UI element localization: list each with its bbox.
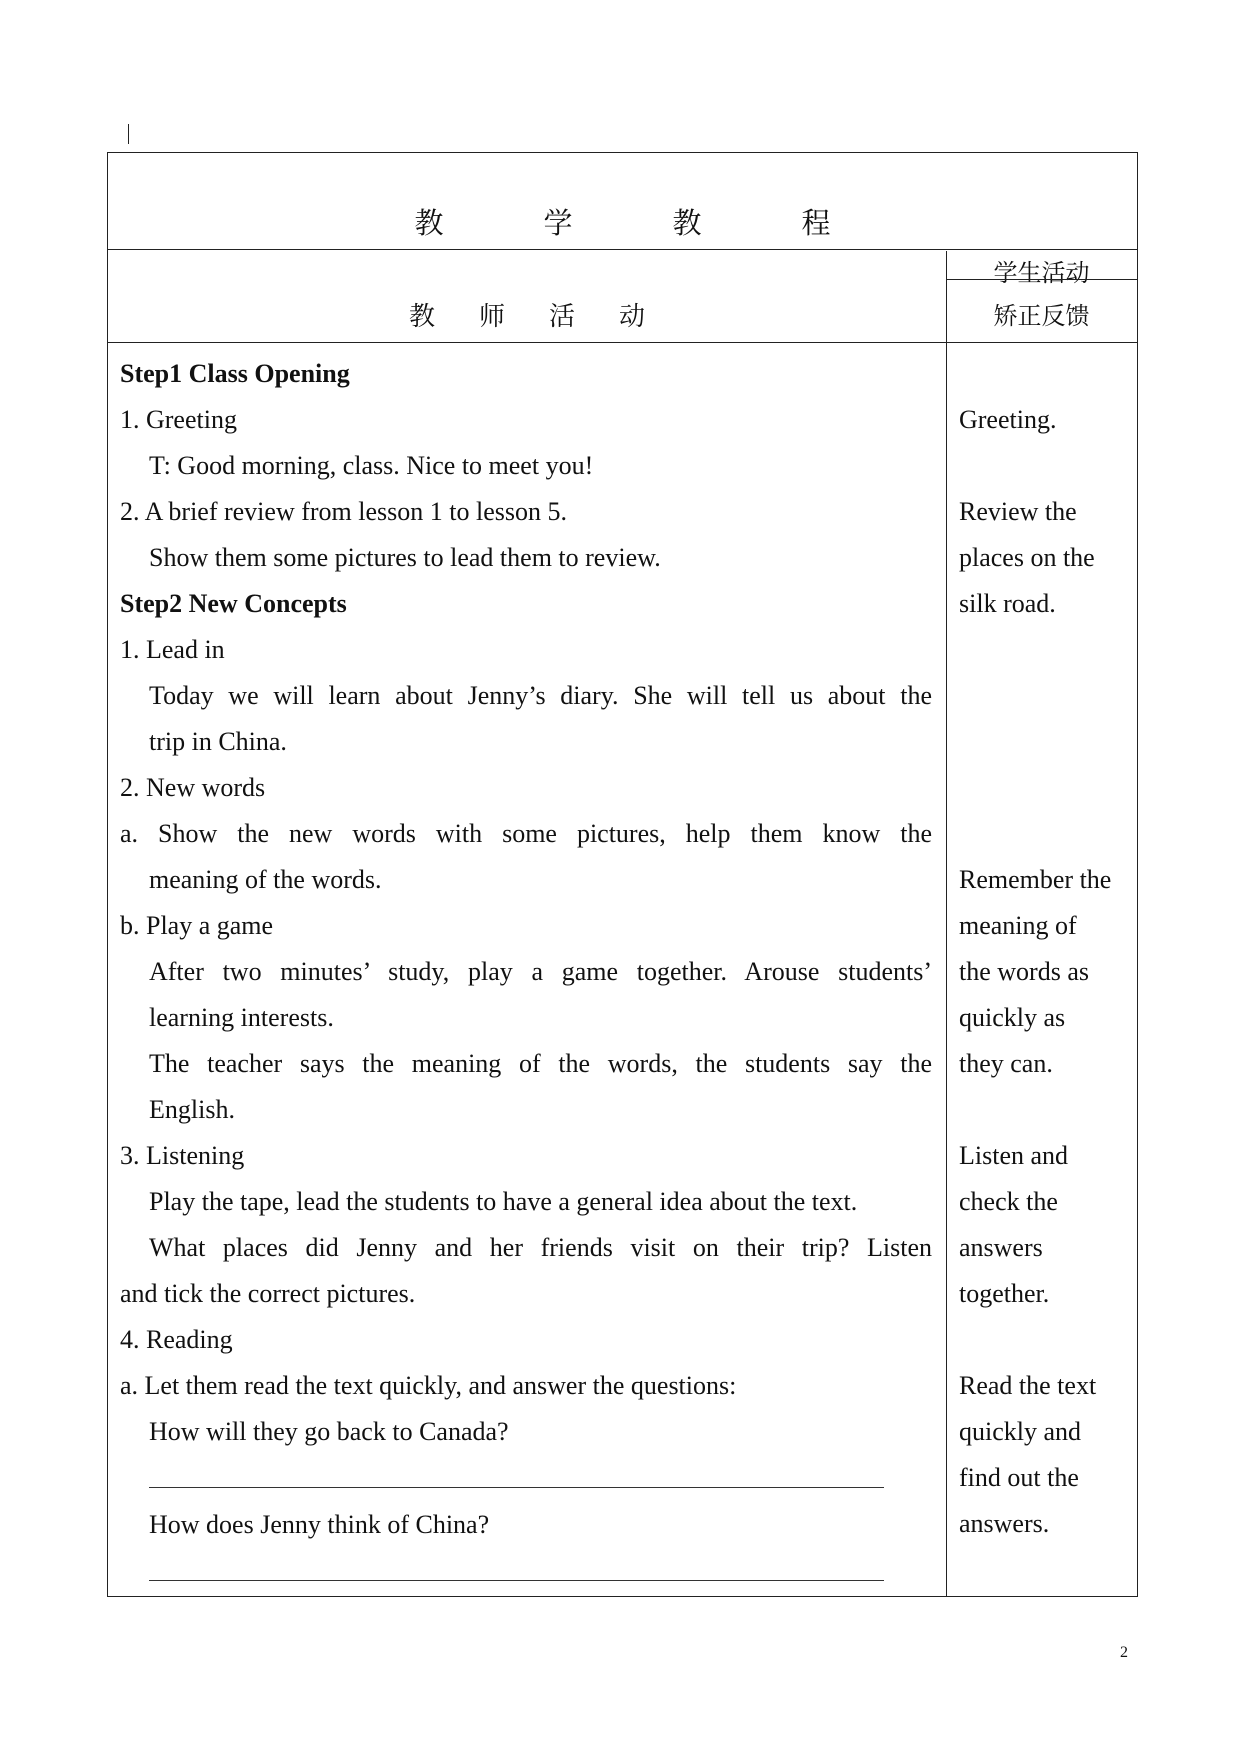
step-heading: Step1 Class Opening — [120, 359, 350, 388]
student-activity-line: quickly as — [959, 1003, 1066, 1032]
student-activity-column — [959, 351, 1139, 1547]
student-activity-line — [959, 673, 1139, 719]
student-activity-line: the words as — [959, 957, 1089, 986]
teacher-activity-header: 教师活动 — [408, 302, 689, 332]
column-divider — [946, 251, 947, 1596]
student-activity-line — [959, 351, 1139, 397]
teacher-activity-line: meaning of the words. — [149, 865, 382, 894]
student-activity-line: they can. — [959, 1049, 1053, 1078]
student-activity-line — [959, 443, 1139, 489]
student-activity-line: places on the — [959, 543, 1095, 572]
teacher-activity-line: What places did Jenny and her friends visit on their trip? Listen — [149, 1233, 932, 1262]
student-activity-line: check the — [959, 1187, 1058, 1216]
student-activity-line: Listen and — [959, 1141, 1069, 1170]
teacher-activity-line: 3. Listening — [120, 1141, 245, 1170]
student-activity-line: answers. — [959, 1509, 1050, 1538]
student-activity-line — [959, 1087, 1139, 1133]
student-activity-line: find out the — [959, 1463, 1079, 1492]
teacher-activity-line: 1. Greeting — [120, 405, 237, 434]
student-activity-line — [959, 627, 1139, 673]
student-header-divider — [946, 279, 1137, 280]
teacher-activity-line: 1. Lead in — [120, 635, 225, 664]
student-activity-line — [959, 1317, 1139, 1363]
student-activity-line: quickly and — [959, 1417, 1082, 1446]
teacher-activity-line: Today we will learn about Jenny’s diary. She will tell us about the — [149, 681, 932, 710]
student-activity-line: silk road. — [959, 589, 1056, 618]
student-activity-line: Greeting. — [959, 405, 1057, 434]
feedback-header: 矫正反馈 — [993, 302, 1090, 330]
student-activity-line: answers — [959, 1233, 1043, 1262]
student-activity-line — [959, 811, 1139, 857]
teacher-activity-line: and tick the correct pictures. — [120, 1279, 416, 1308]
student-activity-line: Read the text — [959, 1371, 1097, 1400]
teacher-activity-line: How will they go back to Canada? — [149, 1417, 509, 1446]
teacher-activity-line: trip in China. — [149, 727, 287, 756]
teacher-activity-line: 2. New words — [120, 773, 266, 802]
teacher-activity-column — [120, 351, 932, 1595]
text-cursor — [128, 124, 129, 144]
answer-blank-line — [149, 1487, 884, 1489]
teacher-activity-line: 2. A brief review from lesson 1 to lesson 5. — [120, 497, 567, 526]
document-title: 教学教程 — [414, 206, 931, 240]
teacher-activity-line: a. Let them read the text quickly, and answer the questions: — [120, 1371, 737, 1400]
teacher-activity-line: T: Good morning, class. Nice to meet you! — [149, 451, 594, 480]
teacher-activity-line: How does Jenny think of China? — [149, 1510, 490, 1539]
teacher-activity-line: learning interests. — [149, 1003, 334, 1032]
step-heading: Step2 New Concepts — [120, 589, 347, 618]
teacher-activity-line: 4. Reading — [120, 1325, 233, 1354]
header-divider — [108, 342, 1137, 343]
lesson-plan-table — [107, 152, 1138, 1597]
teacher-activity-line: a. Show the new words with some pictures, help them know the — [120, 819, 932, 848]
page-number: 2 — [1120, 1644, 1128, 1661]
title-divider — [108, 249, 1137, 250]
answer-blank-line — [149, 1580, 884, 1582]
teacher-activity-line: English. — [149, 1095, 235, 1124]
student-activity-line: Review the — [959, 497, 1077, 526]
teacher-activity-line: Play the tape, lead the students to have a general idea about the text. — [149, 1187, 858, 1216]
student-activity-line — [959, 765, 1139, 811]
teacher-activity-line: The teacher says the meaning of the words, the students say the — [149, 1049, 932, 1078]
teacher-activity-line: After two minutes’ study, play a game together. Arouse students’ — [149, 957, 932, 986]
student-activity-line: Remember the — [959, 865, 1112, 894]
student-activity-header: 学生活动 — [993, 259, 1090, 287]
student-activity-line: meaning of — [959, 911, 1077, 940]
teacher-activity-line: Show them some pictures to lead them to review. — [149, 543, 661, 572]
student-activity-line: together. — [959, 1279, 1050, 1308]
teacher-activity-line: b. Play a game — [120, 911, 274, 940]
student-activity-line — [959, 719, 1139, 765]
